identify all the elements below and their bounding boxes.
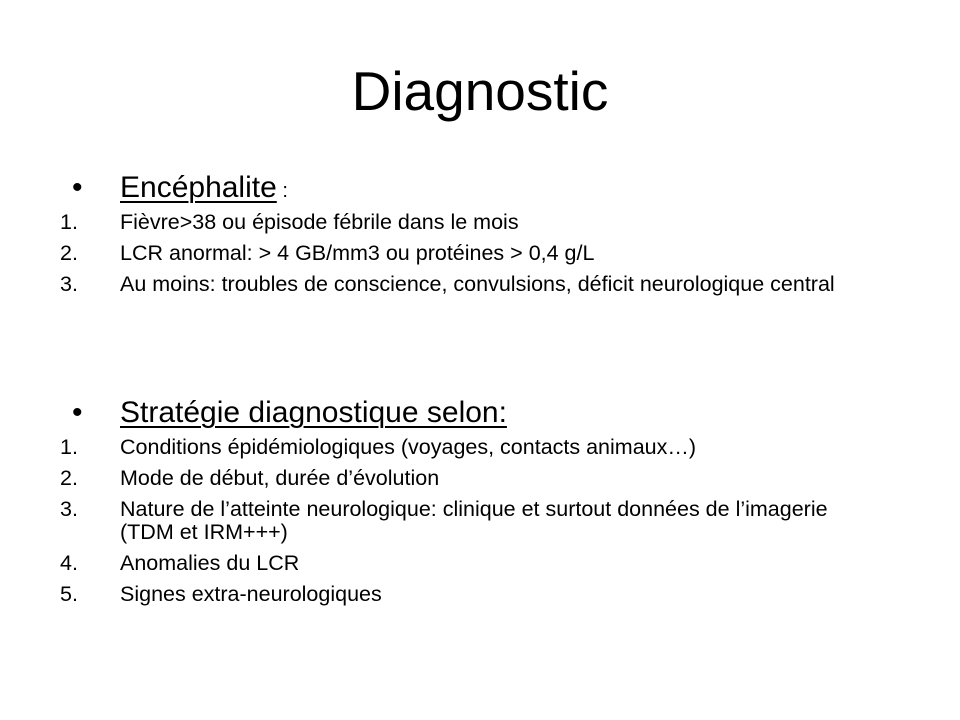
item-number: 3. xyxy=(60,497,78,521)
item-number: 4. xyxy=(60,551,78,575)
heading-label: Stratégie diagnostique selon: xyxy=(120,396,507,429)
item-text: Conditions épidémiologiques (voyages, contacts animaux…) xyxy=(120,435,697,459)
heading-text xyxy=(120,390,507,436)
strategy-list xyxy=(0,436,960,606)
item-text: Anomalies du LCR xyxy=(120,551,300,575)
item-number: 5. xyxy=(60,582,78,606)
item-text: Mode de début, durée d’évolution xyxy=(120,466,440,490)
section-strategie xyxy=(0,390,960,614)
heading-label: Encéphalite xyxy=(120,171,277,204)
list-item xyxy=(0,242,960,265)
heading-text xyxy=(120,165,288,214)
slide-title: Diagnostic xyxy=(351,60,609,122)
list-item xyxy=(0,498,960,544)
item-number: 1. xyxy=(60,435,78,459)
section-encephalite xyxy=(0,165,960,304)
item-number: 2. xyxy=(60,241,78,265)
list-item xyxy=(0,436,960,459)
item-text: Fièvre>38 ou épisode fébrile dans le mois xyxy=(120,210,519,234)
item-number: 1. xyxy=(60,210,78,234)
list-item xyxy=(0,211,960,234)
list-item xyxy=(0,273,960,296)
item-text: Au moins: troubles de conscience, convulsions, déficit neurologique central xyxy=(120,272,835,296)
criteria-list xyxy=(0,211,960,296)
heading-suffix: : xyxy=(276,180,288,202)
item-text: LCR anormal: > 4 GB/mm3 ou protéines > 0,4 g/L xyxy=(120,241,595,265)
list-item xyxy=(0,467,960,490)
section-heading xyxy=(0,165,960,211)
item-text: Nature de l’atteinte neurologique: clinique et surtout données de l’imagerie (TDM et IRM+++) xyxy=(120,497,828,544)
list-item xyxy=(0,583,960,606)
bullet-icon: • xyxy=(72,171,83,204)
list-item xyxy=(0,552,960,575)
section-heading xyxy=(0,390,960,436)
item-text: Signes extra-neurologiques xyxy=(120,582,382,606)
item-number: 3. xyxy=(60,272,78,296)
item-number: 2. xyxy=(60,466,78,490)
bullet-icon: • xyxy=(72,396,83,429)
